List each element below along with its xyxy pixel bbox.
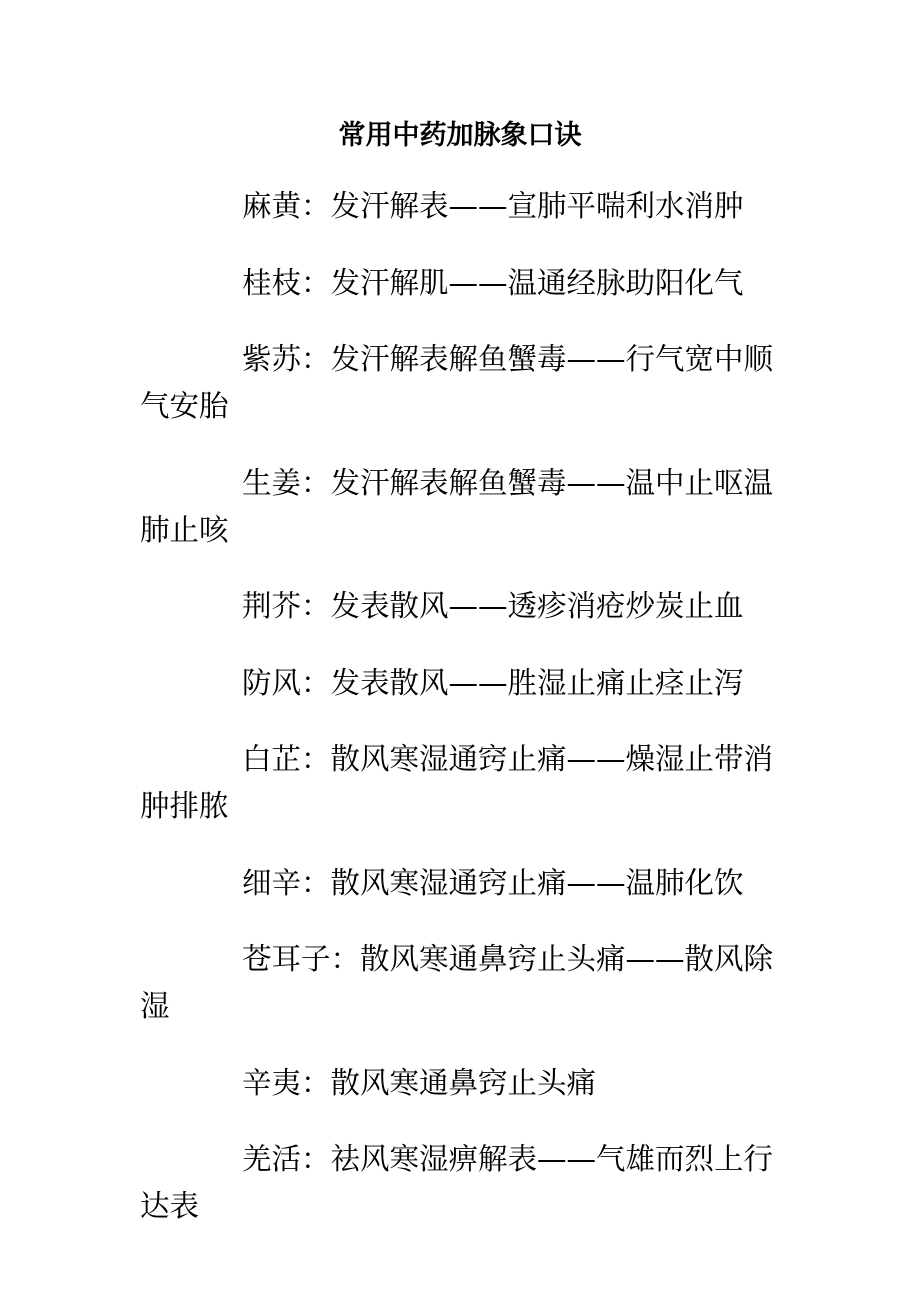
- entry-guizhi: 桂枝：发汗解肌——温通经脉助阳化气: [242, 265, 744, 300]
- entry-cangerzi: 苍耳子：散风寒通鼻窍止头痛——散风除湿: [140, 942, 774, 1023]
- entry-baizhi: 白芷：散风寒湿通窍止痛——燥湿止带消肿排脓: [140, 742, 774, 823]
- entry-list: [140, 183, 784, 1253]
- entry-xixin: 细辛：散风寒湿通窍止痛——温肺化饮: [242, 865, 744, 900]
- entry-xinyi: 辛夷：散风寒通鼻窍止头痛: [242, 1065, 597, 1100]
- entry-shengjiang: 生姜：发汗解表解鱼蟹毒——温中止呕温肺止咳: [140, 465, 774, 547]
- document-title: 常用中药加脉象口诀: [338, 120, 582, 151]
- entry-fangfeng: 防风：发表散风——胜湿止痛止痉止泻: [242, 665, 744, 700]
- entry-qianghuo: 羌活：祛风寒湿痹解表——气雄而烈上行达表: [140, 1142, 774, 1223]
- entry-zisu: 紫苏：发汗解表解鱼蟹毒——行气宽中顺气安胎: [140, 342, 774, 423]
- entry-mahuang: 麻黄：发汗解表——宣肺平喘利水消肿: [242, 189, 744, 223]
- entry-jingjie: 荆芥：发表散风——透疹消疮炒炭止血: [242, 589, 744, 623]
